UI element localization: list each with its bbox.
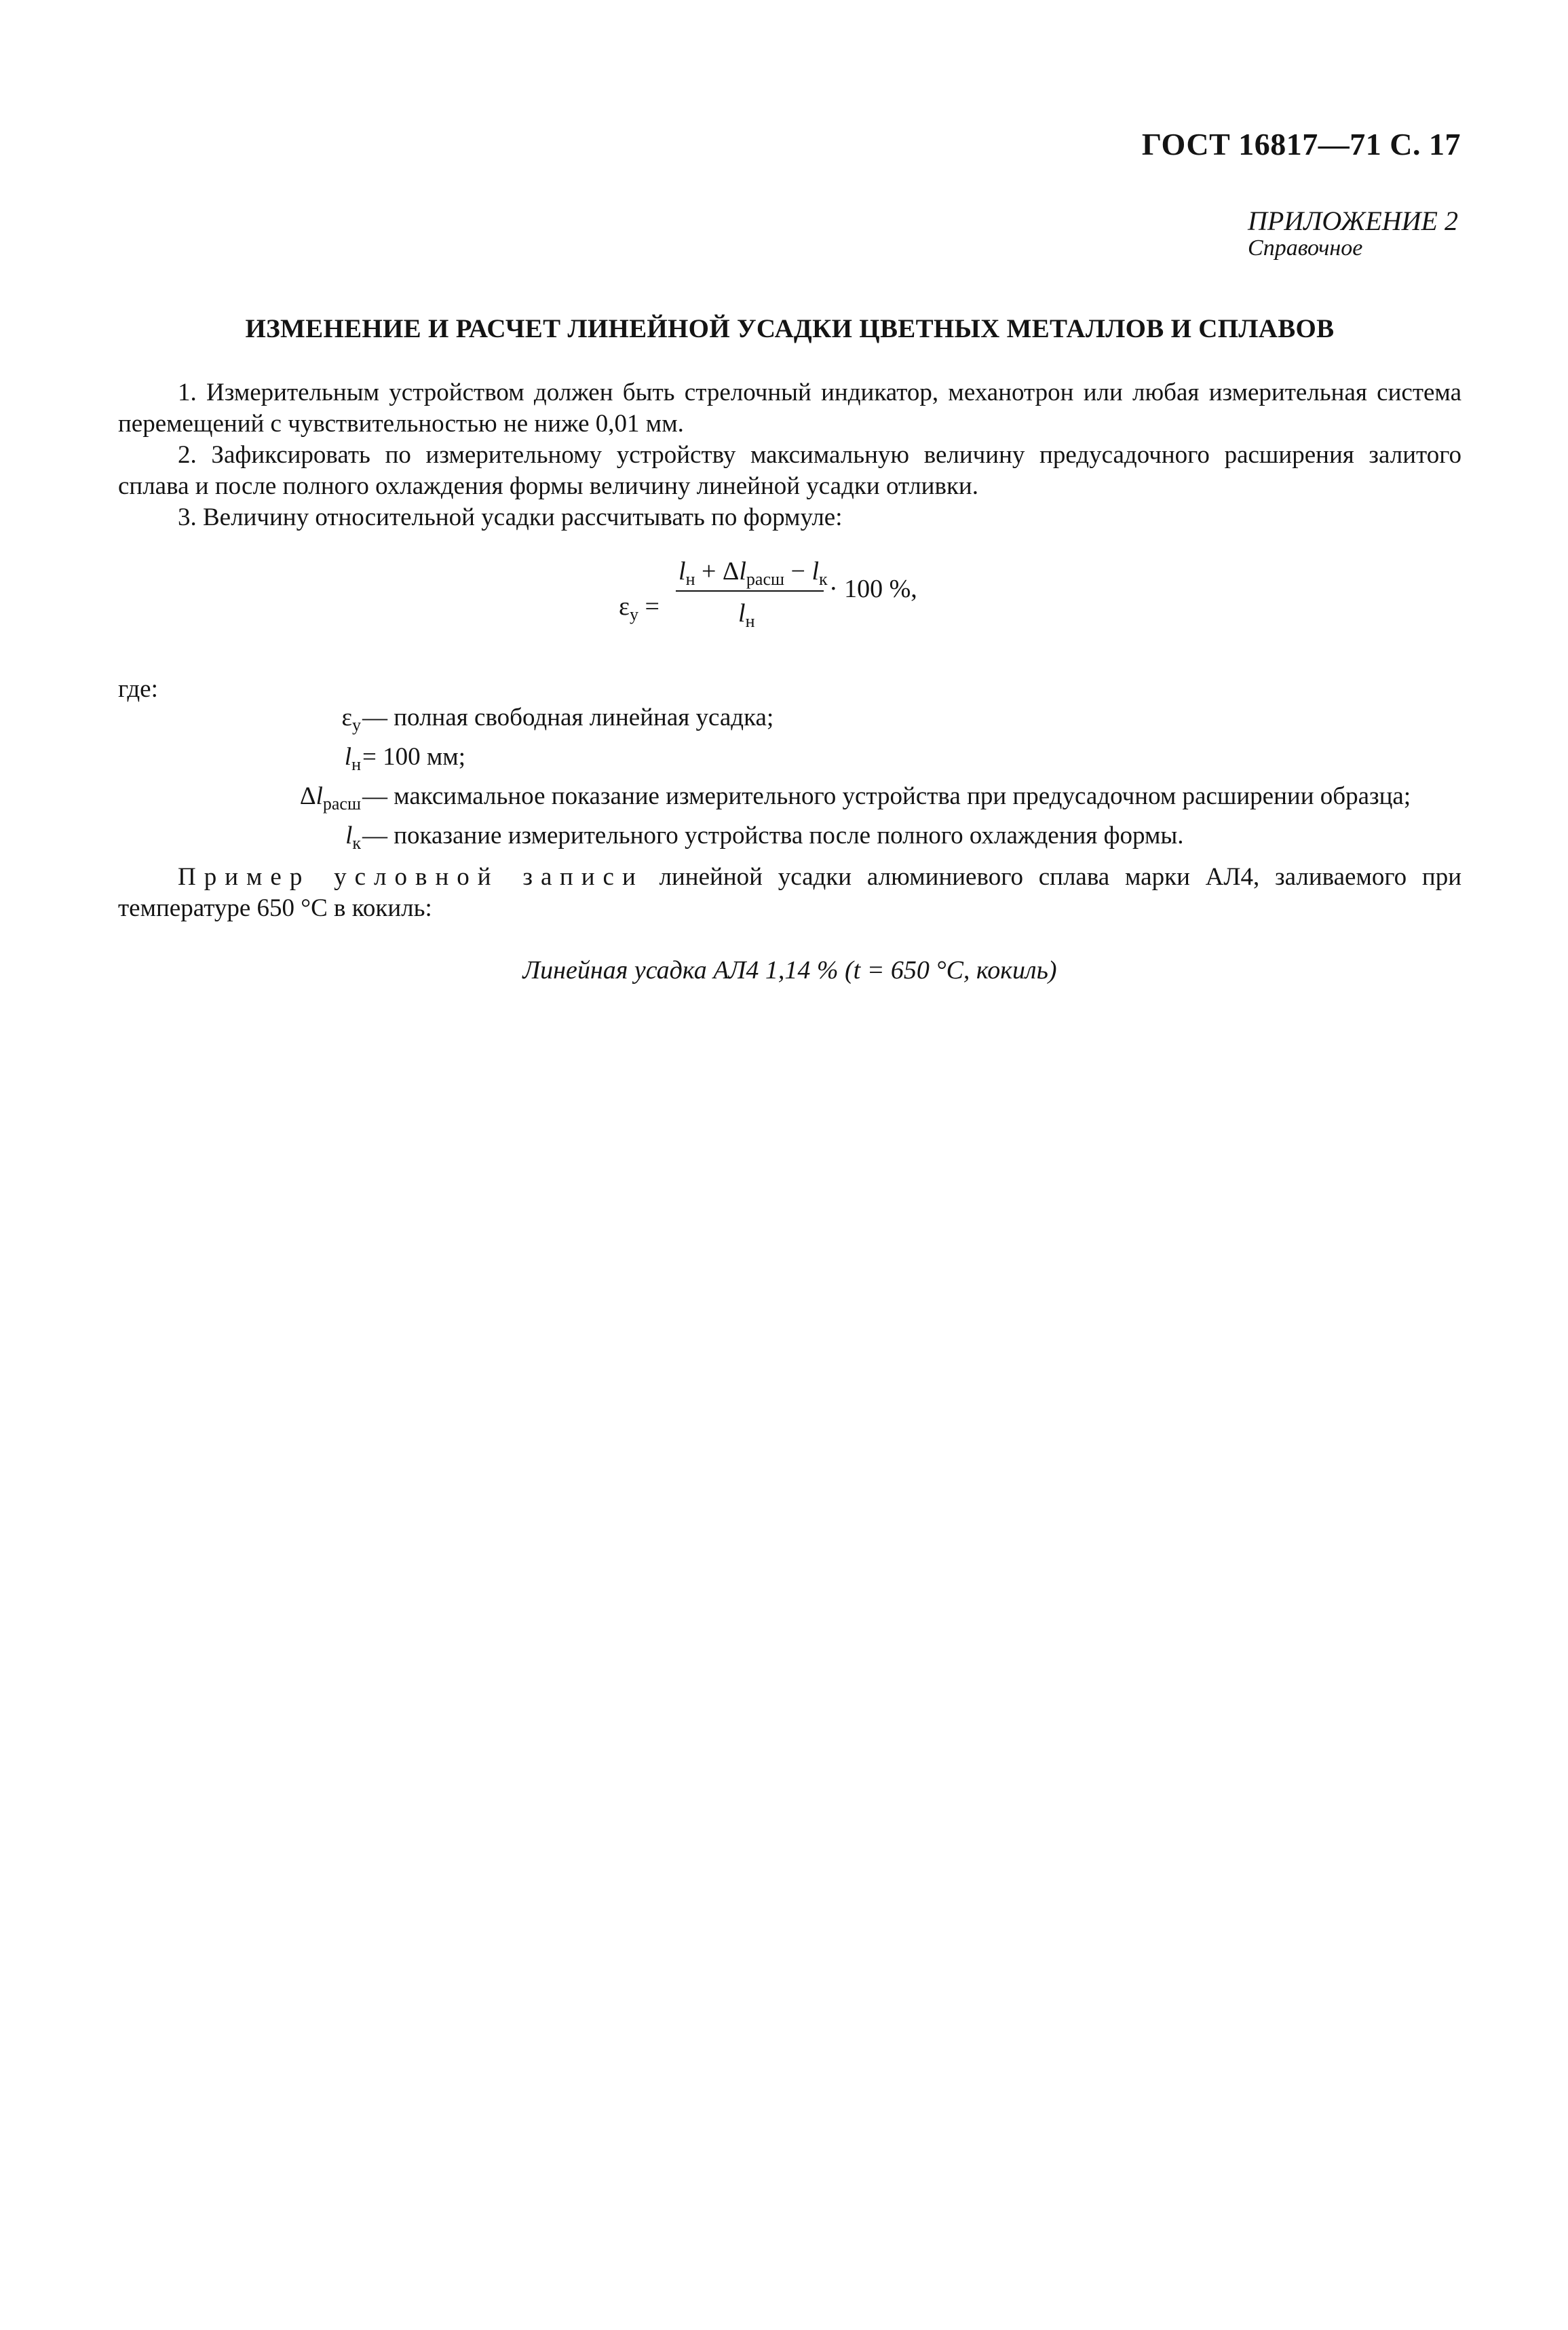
def-sym: l [345,822,353,849]
numbered-paragraphs [118,377,1461,533]
den-l-symbol: l [738,599,746,628]
example-lead: Пример условной записи [178,863,644,891]
def-sub: к [352,833,361,853]
num-lk-sub: к [819,569,828,589]
shrinkage-formula [611,556,963,651]
appendix-label: ПРИЛОЖЕНИЕ 2 [1248,206,1458,236]
definition-symbol [341,703,361,736]
num-l-symbol: l [678,557,686,586]
formula-numerator [678,556,828,590]
formula-lhs [619,592,659,625]
def-sub: расш [322,794,361,814]
example-paragraph [118,862,1461,924]
definition-symbol [300,782,361,814]
def-sym: ε [341,704,352,731]
definition-item [118,821,1461,860]
example-text [118,862,1461,924]
section-title: ИЗМЕНЕНИЕ И РАСЧЕТ ЛИНЕЙНОЙ УСАДКИ ЦВЕТНЫХ МЕТАЛЛОВ И СПЛАВОВ [245,314,1335,343]
formula-lhs-symbol: ε [619,592,630,621]
appendix-status: Справочное [1248,235,1363,261]
paragraph-3: 3. Величину относительной усадки рассчитывать по формуле: [178,503,843,531]
formula-equals: = [645,592,659,621]
def-sub: у [352,715,361,735]
def-prefix: Δ [299,782,316,810]
definition-text: = 100 мм; [362,743,465,771]
def-sym: l [315,782,323,810]
num-l-sub: н [685,569,695,589]
formula-rhs: · 100 %, [829,575,917,603]
definition-text: — показание измерительного устройства после полного охлаждения формы. [362,822,1184,849]
num-dl-sub: расш [746,569,785,589]
definition-item [118,703,1461,742]
definition-item [118,742,1461,782]
fraction-bar [676,590,824,592]
paragraph-1: 1. Измерительным устройством должен быть стрелочный индикатор, механотрон или любая измерительная система перемещений с чувствительностью не ниже 0,01 мм. [118,379,1461,438]
formula-lhs-sub: у [629,605,638,624]
num-plus-delta: + Δ [701,557,740,586]
definitions-list [118,703,1461,860]
paragraph-2: 2. Зафиксировать по измерительному устройству максимальную величину предусадочного расширения залитого сплава и после полного охлаждения формы величину линейной усадки отливки. [118,441,1461,500]
definition-item [118,782,1461,821]
document-reference: ГОСТ 16817—71 С. 17 [1141,127,1461,161]
where-label: где: [118,675,158,703]
definition-symbol [345,742,361,775]
num-minus: − [790,557,805,586]
den-l-sub: н [745,611,755,631]
definition-symbol [345,821,361,854]
num-dl-symbol: l [739,557,746,586]
definition-text: — максимальное показание измерительного устройства при предусадочном расширении образца; [362,782,1411,810]
example-rest: линейной усадки алюминиевого сплава марки АЛ4, заливаемого при температуре 650 °С в кокиль: [118,863,1461,922]
def-sym: l [344,743,352,771]
num-lk-symbol: l [811,557,820,586]
example-record: Линейная усадка АЛ4 1,14 % (t = 650 °С, кокиль) [522,956,1057,985]
definition-text: — полная свободная линейная усадка; [362,704,774,731]
def-sub: н [351,755,361,774]
formula-denominator [738,598,754,632]
appendix-block [1248,205,1458,261]
